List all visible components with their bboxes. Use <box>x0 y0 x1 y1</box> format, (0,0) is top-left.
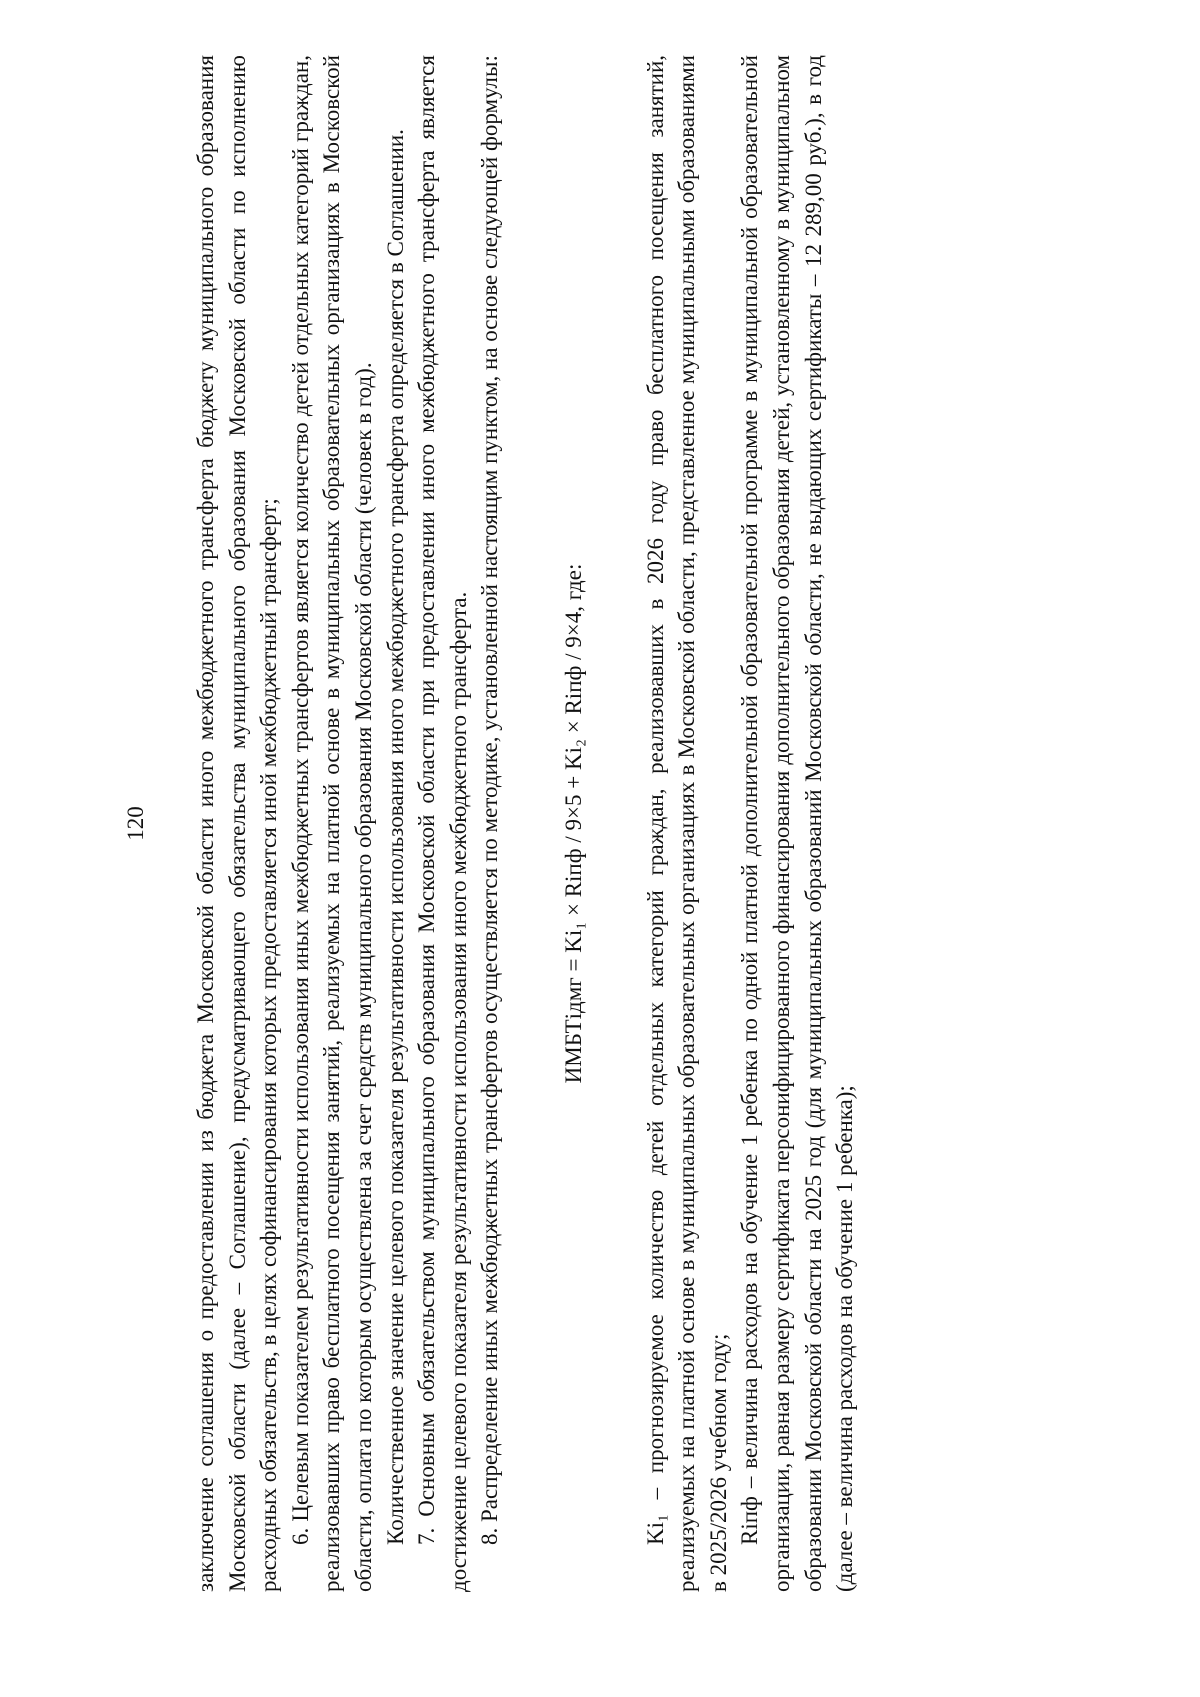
page-number: 120 <box>123 806 148 841</box>
rotated-page-content <box>123 55 1090 1592</box>
paragraph-main-obligation <box>411 55 474 1592</box>
paragraph-ki1-definition: Ki₁ – прогнозируемое количество детей отдельных категорий граждан, реализовавших в 2026 году право бесплатного посещения занятий, реализуемых на платной основе в муниципальных образовательных организациях в Московской области, представленное муниципальными образованиями в 2025/2026 учебном году; <box>642 55 731 1592</box>
paragraph-main-obligation-text: 7. Основным обязательством муниципального образования Московской области при предоставлении иного межбюджетного трансферта является достижение целевого показателя результативности использования иного межбюджетного трансферта. <box>414 55 471 1592</box>
paragraph-distribution: 8. Распределение иных межбюджетных трансфертов осуществляется по методике, установленной настоящим пунктом, на основе следующей формулы: <box>477 55 503 1545</box>
paragraph-target-indicator: 6. Целевым показателем результативности использования иных межбюджетных трансфертов является количество детей отдельных категорий граждан, реализовавших право бесплатного посещения занятий, реализуемых на платной основе в муниципальных образовательных организациях в Московской области, оплата по которым осуществлена за счет средств муниципального образования Московской области (человек в год). <box>287 55 376 1592</box>
paragraph-agreement: заключение соглашения о предоставлении из бюджета Московской области иного межбюджетного трансферта бюджету муниципального образования Московской области (далее – Соглашение), предусматривающего обязательства муниципального образования Московской области по исполнению расходных обязательств, в целях софинансирования которых предоставляется иной межбюджетный трансферт; <box>193 55 282 1592</box>
paragraph-quantitative-value: Количественное значение целевого показателя результативности использования иного межбюджетного трансферта определяется в Соглашении. <box>382 129 408 1545</box>
distribution-formula: ИМБТiдмг = Ki₁ × Riпф / 9×5 + Ki₂ × Riпф / 9×4, где: <box>560 563 586 1084</box>
paragraph-ripf-definition: Riпф – величина расходов на обучение 1 ребенка по одной платной дополнительной образовательной программе в муниципальной образовательной организации, равная размеру сертификата персонифицированного финансирования дополнительного образования детей, установленному в муниципальном образовании Московской области на 2025 год (для муниципальных образований Московской области, не выдающих сертификаты – 12 289,00 руб.), в год (далее – величина расходов на обучение 1 ребенка); <box>737 55 858 1592</box>
